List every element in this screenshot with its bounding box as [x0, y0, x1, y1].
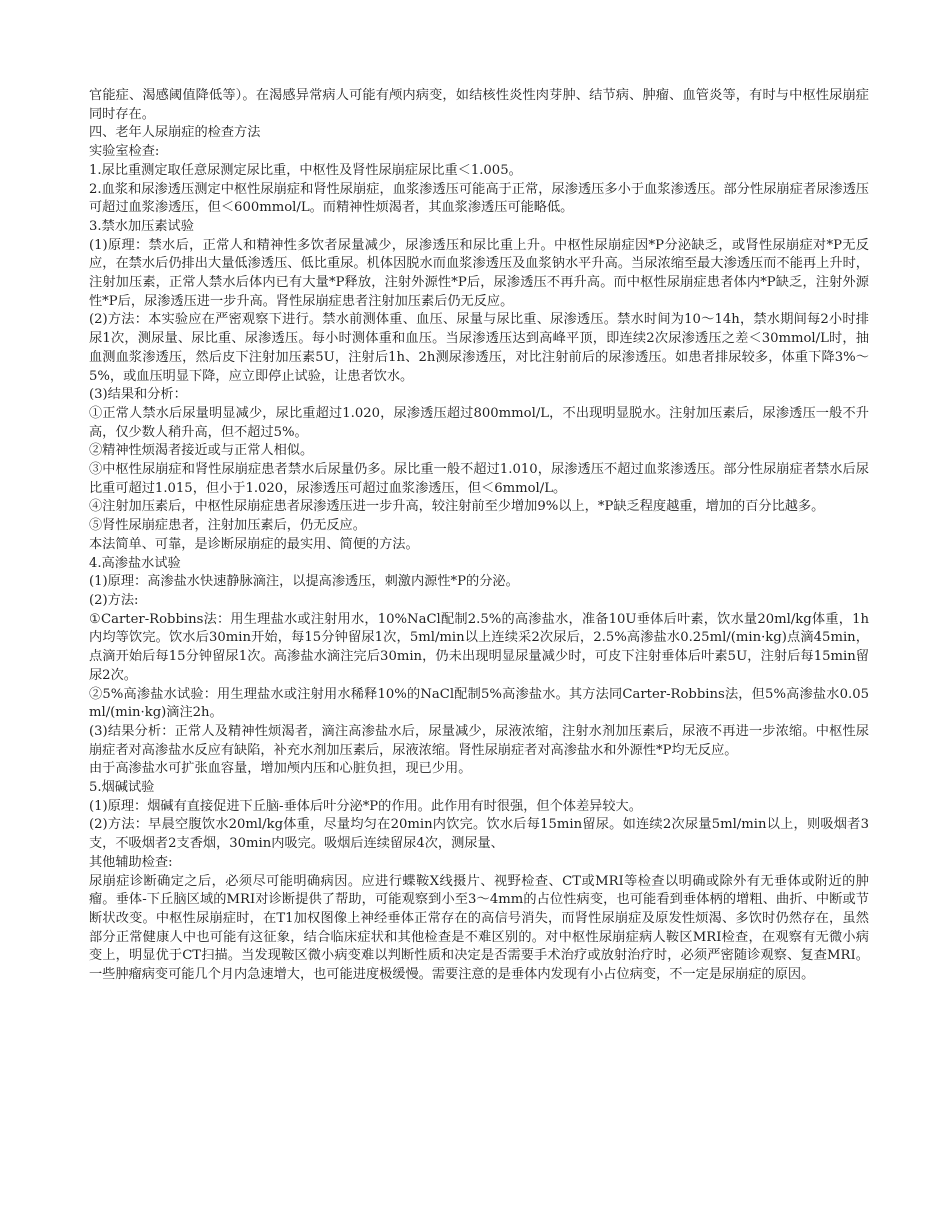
heading-water-deprivation-test: 3.禁水加压素试验 [89, 218, 194, 234]
paragraph-result-renal: ⑤肾性尿崩症患者，注射加压素后，仍无反应。 [89, 518, 366, 534]
paragraph-result-vasopressin: ④注射加压素后，中枢性尿崩症患者尿渗透压进一步升高，较注射前至少增加9%以上，*P缺乏程度越重，增加的百分比越多。 [89, 499, 825, 515]
subheading-lab-tests: 实验室检查: [89, 144, 160, 160]
paragraph-method-3: (2)方法：早晨空腹饮水20ml/kg体重，尽量均匀在20min内饮完。饮水后每15min留尿。如连续2次尿量5ml/min以上，则吸烟者3支，不吸烟者2支香烟，30min内吸完。吸烟后连续留尿4次，测尿量、 [89, 817, 869, 852]
paragraph-principle-2: (1)原理：高渗盐水快速静脉滴注，以提高渗透压，刺激内源性*P的分泌。 [89, 574, 519, 590]
heading-method-2: (2)方法: [89, 592, 139, 608]
paragraph-principle-3: (1)原理：烟碱有直接促进下丘脑-垂体后叶分泌*P的作用。此作用有时很强，但个体差异较大。 [89, 798, 642, 814]
paragraph-imaging: 尿崩症诊断确定之后，必须尽可能明确病因。应进行蝶鞍X线摄片、视野检查、CT或MRI等检查以明确或除外有无垂体或附近的肿瘤。垂体-下丘脑区域的MRI对诊断提供了帮助，可能观察到小至3～4mm的占位性病变，也可能看到垂体柄的增粗、曲折、中断或节断状改变。中枢性尿崩症时，在T1加权图像上神经垂体正常存在的高信号消失，而肾性尿崩症及原发性烦渴、多饮时仍然存在，虽然部分正常健康人中也可能有这征象，结合临床症状和其他检查是不难区别的。对中枢性尿崩症病人鞍区MRI检查，在观察有无微小病变上，明显优于CT扫描。当发现鞍区微小病变难以判断性质和决定是否需要手术治疗或放射治疗时，必须严密随诊观察、复查MRI。一些肿瘤病变可能几个月内急速增大，也可能进度极缓慢。需要注意的是垂体内发现有小占位病变，不一定是尿崩症的原因。 [89, 873, 869, 983]
paragraph-result-normal: ①正常人禁水后尿量明显减少，尿比重超过1.020，尿渗透压超过800mmol/L，不出现明显脱水。注射加压素后，尿渗透压一般不升高，仅少数人稍升高，但不超过5%。 [89, 405, 869, 440]
heading-hypertonic-saline-test: 4.高渗盐水试验 [89, 555, 181, 571]
document-body [89, 87, 869, 985]
paragraph-result-central-renal: ③中枢性尿崩症和肾性尿崩症患者禁水后尿量仍多。尿比重一般不超过1.010，尿渗透压不超过血浆渗透压。部分性尿崩症者禁水后尿比重可超过1.015，但小于1.020，尿渗透压可超过血浆渗透压，但＜6mmol/L。 [89, 462, 869, 496]
paragraph-intro-continuation: 官能症、渴感阈值降低等）。在渴感异常病人可能有颅内病变，如结核性炎性肉芽肿、结节病、肿瘤、血管炎等，有时与中枢性尿崩症同时存在。 [89, 88, 869, 122]
paragraph-method-summary: 本法简单、可靠，是诊断尿崩症的最实用、简便的方法。 [89, 536, 419, 552]
paragraph-urine-specific-gravity: 1.尿比重测定取任意尿测定尿比重，中枢性及肾性尿崩症尿比重＜1.005。 [89, 162, 522, 178]
paragraph-carter-robbins: ①Carter-Robbins法：用生理盐水或注射用水，10%NaCl配制2.5%的高渗盐水，准备10U垂体后叶素，饮水量20ml/kg体重，1h内均等饮完。饮水后30min开始，每15分钟留尿1次，5ml/min以上连续采2次尿后，2.5%高渗盐水0.25ml/(min·kg)点滴45min，点滴开始后每15分钟留尿1次。高渗盐水滴注完后30min，仍未出现明显尿量减少时，可皮下注射垂体后叶素5U，注射后每15min留尿2次。 [89, 611, 869, 683]
paragraph-saline-caution: 由于高渗盐水可扩张血容量，增加颅内压和心脏负担，现已少用。 [89, 761, 472, 777]
paragraph-result-psychogenic: ②精神性烦渴者接近或与正常人相似。 [89, 443, 314, 459]
heading-results-analysis-1: (3)结果和分析： [89, 387, 187, 403]
paragraph-method-1: (2)方法：本实验应在严密观察下进行。禁水前测体重、血压、尿量与尿比重、尿渗透压。禁水时间为10～14h，禁水期间每2小时排尿1次，测尿量、尿比重、尿渗透压。每小时测体重和血压。当尿渗透压达到高峰平顶，即连续2次尿渗透压之差＜30mmol/L时，抽血测血浆渗透压，然后皮下注射加压素5U，注射后1h、2h测尿渗透压，对比注射前后的尿渗透压。如患者排尿较多，体重下降3%～5%，或血压明显下降，应立即停止试验，让患者饮水。 [89, 312, 869, 384]
heading-nicotine-test: 5.烟碱试验 [89, 780, 155, 796]
section-heading-exam-methods: 四、老年人尿崩症的检查方法 [89, 125, 261, 141]
paragraph-5pct-saline: ②5%高渗盐水试验：用生理盐水或注射用水稀释10%的NaCl配制5%高渗盐水。其方法同Carter-Robbins法，但5%高渗盐水0.05ml/(min·kg)滴注2h。 [89, 686, 869, 721]
paragraph-principle-1: (1)原理：禁水后，正常人和精神性多饮者尿量减少，尿渗透压和尿比重上升。中枢性尿崩症因*P分泌缺乏，或肾性尿崩症对*P无反应，在禁水后仍排出大量低渗透压、低比重尿。机体因脱水而血浆渗透压及血浆钠水平升高。当尿浓缩至最大渗透压而不能再上升时，注射加压素，正常人禁水后体内已有大量*P释放，注射外源性*P后，尿渗透压不再升高。而中枢性尿崩症患者体内*P缺乏，注射外源性*P后，尿渗透压进一步升高。肾性尿崩症患者注射加压素后仍无反应。 [89, 237, 869, 309]
paragraph-osmolality: 2.血浆和尿渗透压测定中枢性尿崩症和肾性尿崩症，血浆渗透压可能高于正常，尿渗透压多小于血浆渗透压。部分性尿崩症者尿渗透压可超过血浆渗透压，但＜600mmol/L。而精神性烦渴者，其血浆渗透压可能略低。 [89, 181, 869, 216]
paragraph-results-analysis-2: (3)结果分析：正常人及精神性烦渴者，滴注高渗盐水后，尿量减少，尿液浓缩，注射水剂加压素后，尿液不再进一步浓缩。中枢性尿崩症者对高渗盐水反应有缺陷，补充水剂加压素后，尿液浓缩。肾性尿崩症者对高渗盐水和外源性*P均无反应。 [89, 723, 869, 758]
subheading-other-tests: 其他辅助检查: [89, 854, 173, 870]
